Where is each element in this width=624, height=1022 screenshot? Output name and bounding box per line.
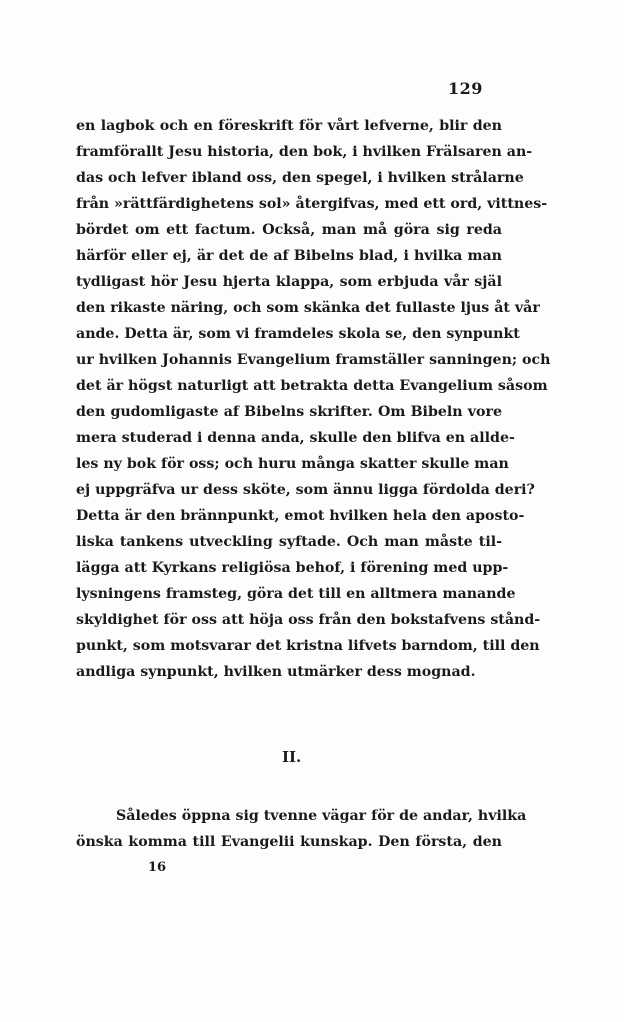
text-line: framförallt Jesu historia, den bok, i hvilken Frälsaren an- — [76, 144, 533, 160]
text-line: liska tankens utveckling syftade. Och man måste til- — [76, 534, 502, 550]
text-line: andliga synpunkt, hvilken utmärker dess mognad. — [76, 664, 476, 680]
text-line: ande. Detta är, som vi framdeles skola se, den synpunkt — [76, 326, 520, 342]
text-line: ur hvilken Johannis Evangelium framställer sanningen; och — [76, 352, 551, 368]
paragraph-one — [76, 113, 551, 685]
text-line: lysningens framsteg, göra det till en alltmera manande — [76, 586, 516, 602]
text-line: tydligast hör Jesu hjerta klappa, som erbjuda vår själ — [76, 274, 502, 290]
text-line: Detta är den brännpunkt, emot hvilken hela den aposto- — [76, 508, 525, 524]
text-line: mera studerad i denna anda, skulle den blifva en allde- — [76, 430, 515, 446]
text-line: skyldighet för oss att höja oss från den bokstafvens stånd- — [76, 612, 541, 628]
text-line: en lagbok och en föreskrift för vårt lefverne, blir den — [76, 118, 502, 134]
text-line: önska komma till Evangelii kunskap. Den första, den — [76, 834, 502, 850]
text-line: das och lefver ibland oss, den spegel, i hvilken strålarne — [76, 170, 524, 186]
text-line: härför eller ej, är det de af Bibelns blad, i hvilka man — [76, 248, 502, 264]
signature-mark: 16 — [148, 860, 167, 875]
section-heading: II. — [282, 748, 302, 766]
page-number: 129 — [448, 79, 483, 98]
text-line: punkt, som motsvarar det kristna lifvets barndom, till den — [76, 638, 540, 654]
text-line: från »rättfärdighetens sol» återgifvas, med ett ord, vittnes- — [76, 196, 548, 212]
text-line: det är högst naturligt att betrakta detta Evangelium såsom — [76, 378, 548, 394]
text-line: lägga att Kyrkans religiösa behof, i förening med upp- — [76, 560, 509, 576]
text-line: Således öppna sig tvenne vägar för de andar, hvilka — [116, 808, 527, 824]
text-line: bördet om ett factum. Också, man må göra sig reda — [76, 222, 502, 238]
text-line: ej uppgräfva ur dess sköte, som ännu ligga fördolda deri? — [76, 482, 535, 498]
text-line: les ny bok för oss; och huru många skatter skulle man — [76, 456, 509, 472]
text-line: den rikaste näring, och som skänka det fullaste ljus åt vår — [76, 300, 540, 316]
paragraph-two — [76, 803, 527, 855]
text-line: den gudomligaste af Bibelns skrifter. Om Bibeln vore — [76, 404, 502, 420]
